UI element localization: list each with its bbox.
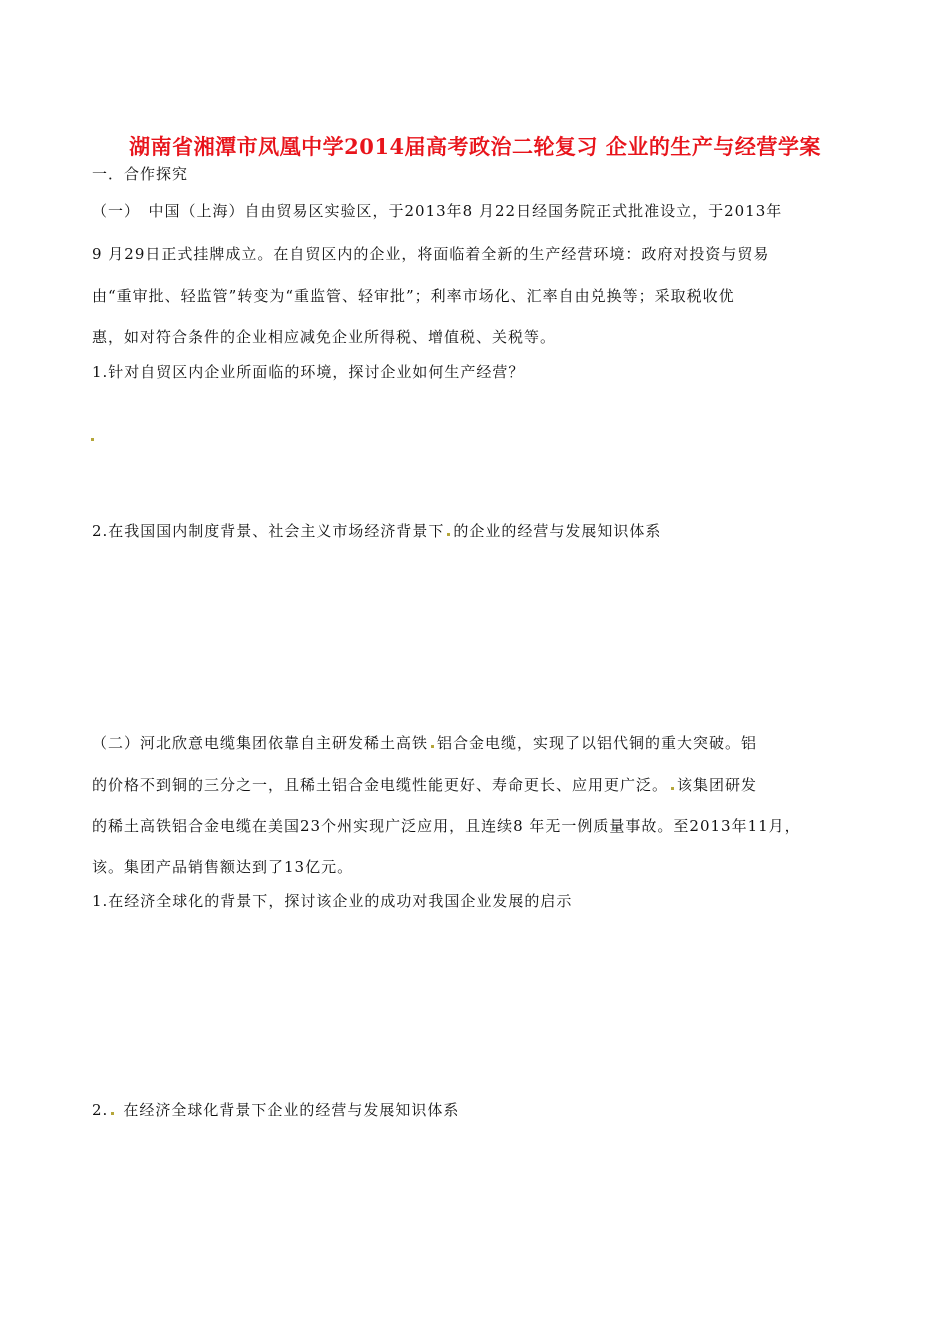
stray-mark — [111, 1112, 114, 1115]
question-text-part: 的企业的经营与发展知识体系 — [453, 522, 662, 540]
question-text-part: 在经济全球化背景下企业的经营与发展知识体系 — [123, 1101, 460, 1119]
question-text-part: 2.在我国国内制度背景、社会主义市场经济背景下 — [92, 522, 445, 540]
question-text: 1.针对自贸区内企业所面临的环境，探讨企业如何生产经营？ — [92, 363, 525, 381]
question-text-part: 2. — [92, 1101, 109, 1119]
paragraph-line: 惠，如对符合条件的企业相应减免企业所得税、增值税、关税等。 — [92, 328, 557, 346]
paragraph-line: 该。集团产品销售额达到了13亿元。 — [92, 858, 354, 876]
paragraph-line — [92, 774, 757, 795]
question-text: 1.在经济全球化的背景下，探讨该企业的成功对我国企业发展的启示 — [92, 892, 573, 910]
paragraph-line — [92, 732, 757, 753]
paragraph-part: 的价格不到铜的三分之一，且稀土铝合金电缆性能更好、寿命更长、应用更广泛。 — [92, 776, 669, 794]
paragraph-line: 由“重审批、轻监管”转变为“重监管、轻审批”；利率市场化、汇率自由兑换等；采取税收优 — [92, 287, 735, 305]
stray-mark — [671, 787, 674, 790]
stray-mark — [431, 745, 434, 748]
paragraph-line: 9 月29日正式挂牌成立。在自贸区内的企业，将面临着全新的生产经营环境：政府对投资与贸易 — [92, 245, 770, 263]
paragraph-part: 该集团研发 — [677, 776, 758, 794]
stray-mark — [91, 438, 94, 441]
question-text — [92, 1099, 459, 1120]
section-heading: 一．合作探究 — [92, 165, 189, 183]
document-title: 湖南省湘潭市凤凰中学2014届高考政治二轮复习 企业的生产与经营学案 — [129, 134, 821, 159]
paragraph-part: （二）河北欣意电缆集团依靠自主研发稀土高铁 — [92, 734, 429, 752]
paragraph-line: 的稀土高铁铝合金电缆在美国23个州实现广泛应用，且连续8 年无一例质量事故。至2013年11月， — [92, 817, 801, 835]
stray-mark — [447, 533, 450, 536]
question-text — [92, 520, 661, 541]
paragraph-line: （一） 中国（上海）自由贸易区实验区，于2013年8 月22日经国务院正式批准设立，于2013年 — [92, 202, 783, 220]
paragraph-part: 铝合金电缆，实现了以铝代铜的重大突破。铝 — [437, 734, 758, 752]
